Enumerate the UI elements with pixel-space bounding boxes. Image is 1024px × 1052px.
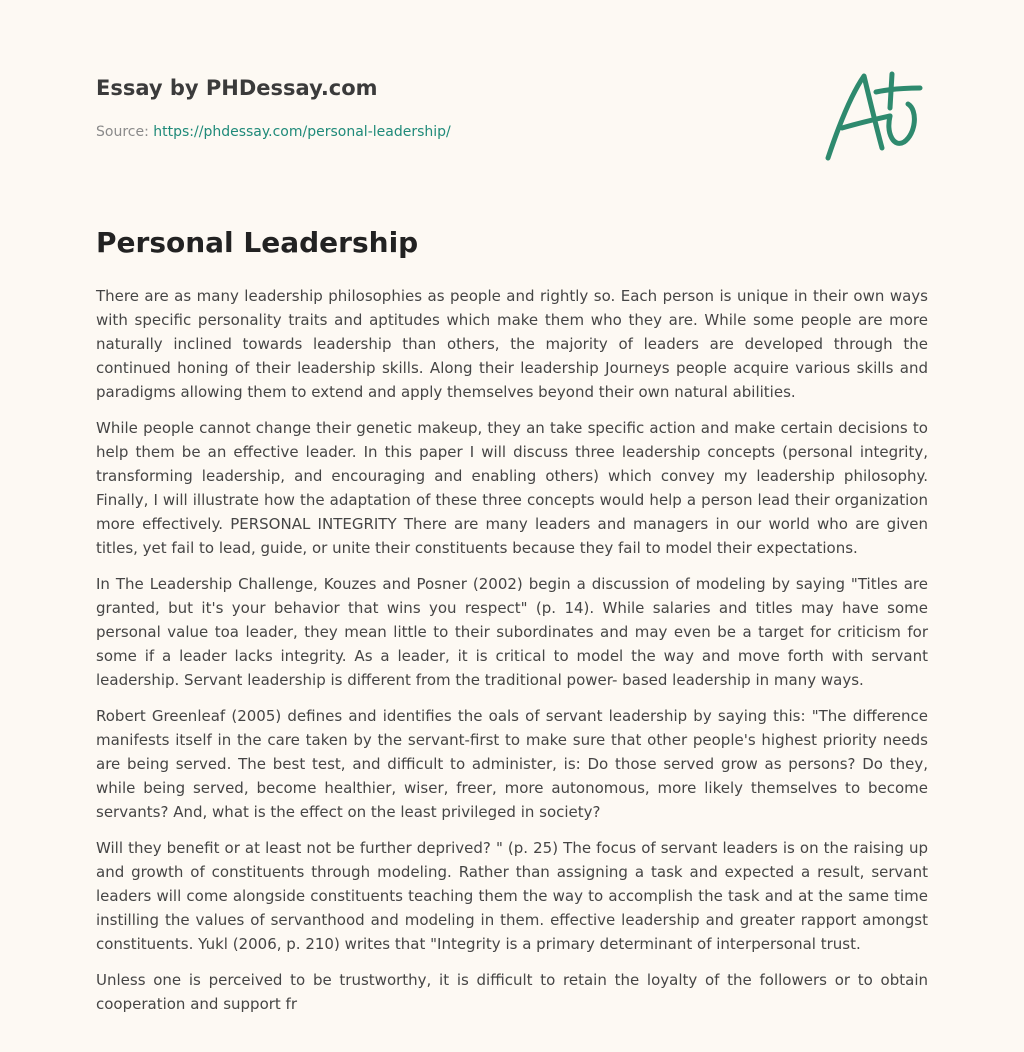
source-line bbox=[96, 124, 451, 140]
essay-paragraph: Robert Greenleaf (2005) defines and identifies the oals of servant leadership by saying this: "The difference manifests itself in the care taken by the servant-first to make sure that other people's highest priority needs are being served. The best test, and difficult to administer, is: Do those served grow as persons? Do they, while being served, become healthier, wiser, freer, more autonomous, more likely themselves to become servants? And, what is the effect on the least privileged in society? bbox=[96, 707, 928, 821]
essay-title: Personal Leadership bbox=[96, 226, 419, 259]
essay-paragraph: There are as many leadership philosophies as people and rightly so. Each person is unique in their own ways with specific personality traits and aptitudes which make them who they are. While some people are more naturally inclined towards leadership than others, the majority of leaders are developed through the continued honing of their leadership skills. Along their leadership Journeys people acquire various skills and paradigms allowing them to extend and apply themselves beyond their own natural abilities. bbox=[96, 287, 928, 401]
source-link[interactable]: https://phdessay.com/personal-leadership/ bbox=[153, 124, 451, 140]
source-label: Source: bbox=[96, 124, 149, 140]
site-title: Essay by PHDessay.com bbox=[96, 76, 378, 100]
essay-paragraph: Will they benefit or at least not be further deprived? " (p. 25) The focus of servant leaders is on the raising up and growth of constituents through modeling. Rather than assigning a task and expected a result, servant leaders will come alongside constituents teaching them the way to accomplish the task and at the same time instilling the values of servanthood and modeling in them. effective leadership and greater rapport amongst constituents. Yukl (2006, p. 210) writes that "Integrity is a primary determinant of interpersonal trust. bbox=[96, 839, 928, 953]
essay-paragraph: While people cannot change their genetic makeup, they an take specific action and make certain decisions to help them be an effective leader. In this paper I will discuss three leadership concepts (personal integrity, transforming leadership, and encouraging and enabling others) which convey my leadership philosophy. Finally, I will illustrate how the adaptation of these three concepts would help a person lead their organization more effectively. PERSONAL INTEGRITY There are many leaders and managers in our world who are given titles, yet fail to lead, guide, or unite their constituents because they fail to model their expectations. bbox=[96, 419, 928, 557]
essay-paragraph: Unless one is perceived to be trustworthy, it is difficult to retain the loyalty of the followers or to obtain cooperation and support fr bbox=[96, 971, 928, 1013]
essay-paragraph: In The Leadership Challenge, Kouzes and Posner (2002) begin a discussion of modeling by saying "Titles are granted, but it's your behavior that wins you respect" (p. 14). While salaries and titles may have some personal value toa leader, they mean little to their subordinates and may even be a target for criticism for some if a leader lacks integrity. As a leader, it is critical to model the way and move forth with servant leadership. Servant leadership is different from the traditional power- based leadership in many ways. bbox=[96, 575, 928, 689]
essay-body bbox=[96, 284, 928, 1028]
a-plus-logo bbox=[820, 66, 930, 166]
